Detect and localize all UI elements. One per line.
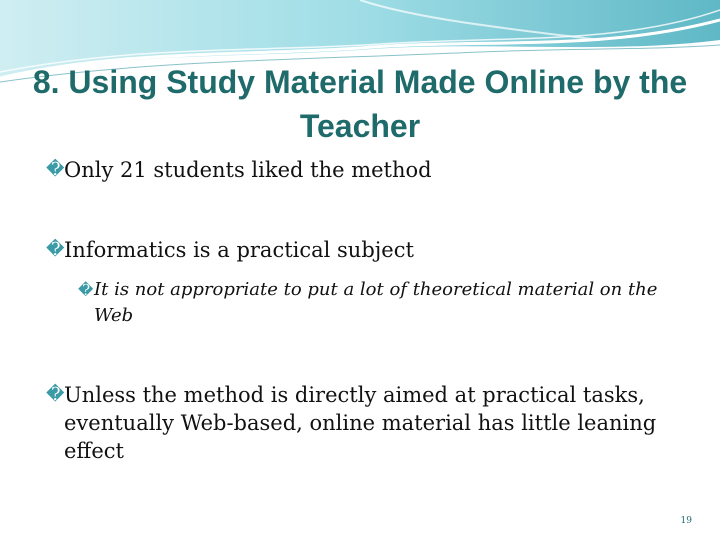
bullet-item [46, 236, 684, 264]
bullet-item [46, 381, 684, 465]
bullet-glyph: � [46, 159, 65, 180]
page-number: 19 [680, 516, 692, 526]
bullet-glyph: � [78, 281, 94, 299]
sub-bullet-item [78, 277, 684, 329]
bullet-text: Unless the method is directly aimed at practical tasks, eventually Web-based, online material has little leaning effect [64, 383, 657, 463]
bullet-item [46, 156, 684, 184]
bullet-text: Informatics is a practical subject [64, 238, 414, 262]
bullet-glyph: � [46, 239, 65, 260]
bullet-text: Only 21 students liked the method [64, 158, 432, 182]
bullet-glyph: � [46, 384, 65, 405]
slide-title: 8. Using Study Material Made Online by the Teacher [32, 64, 688, 144]
sub-bullet-text: It is not appropriate to put a lot of theoretical material on the Web [94, 279, 658, 326]
